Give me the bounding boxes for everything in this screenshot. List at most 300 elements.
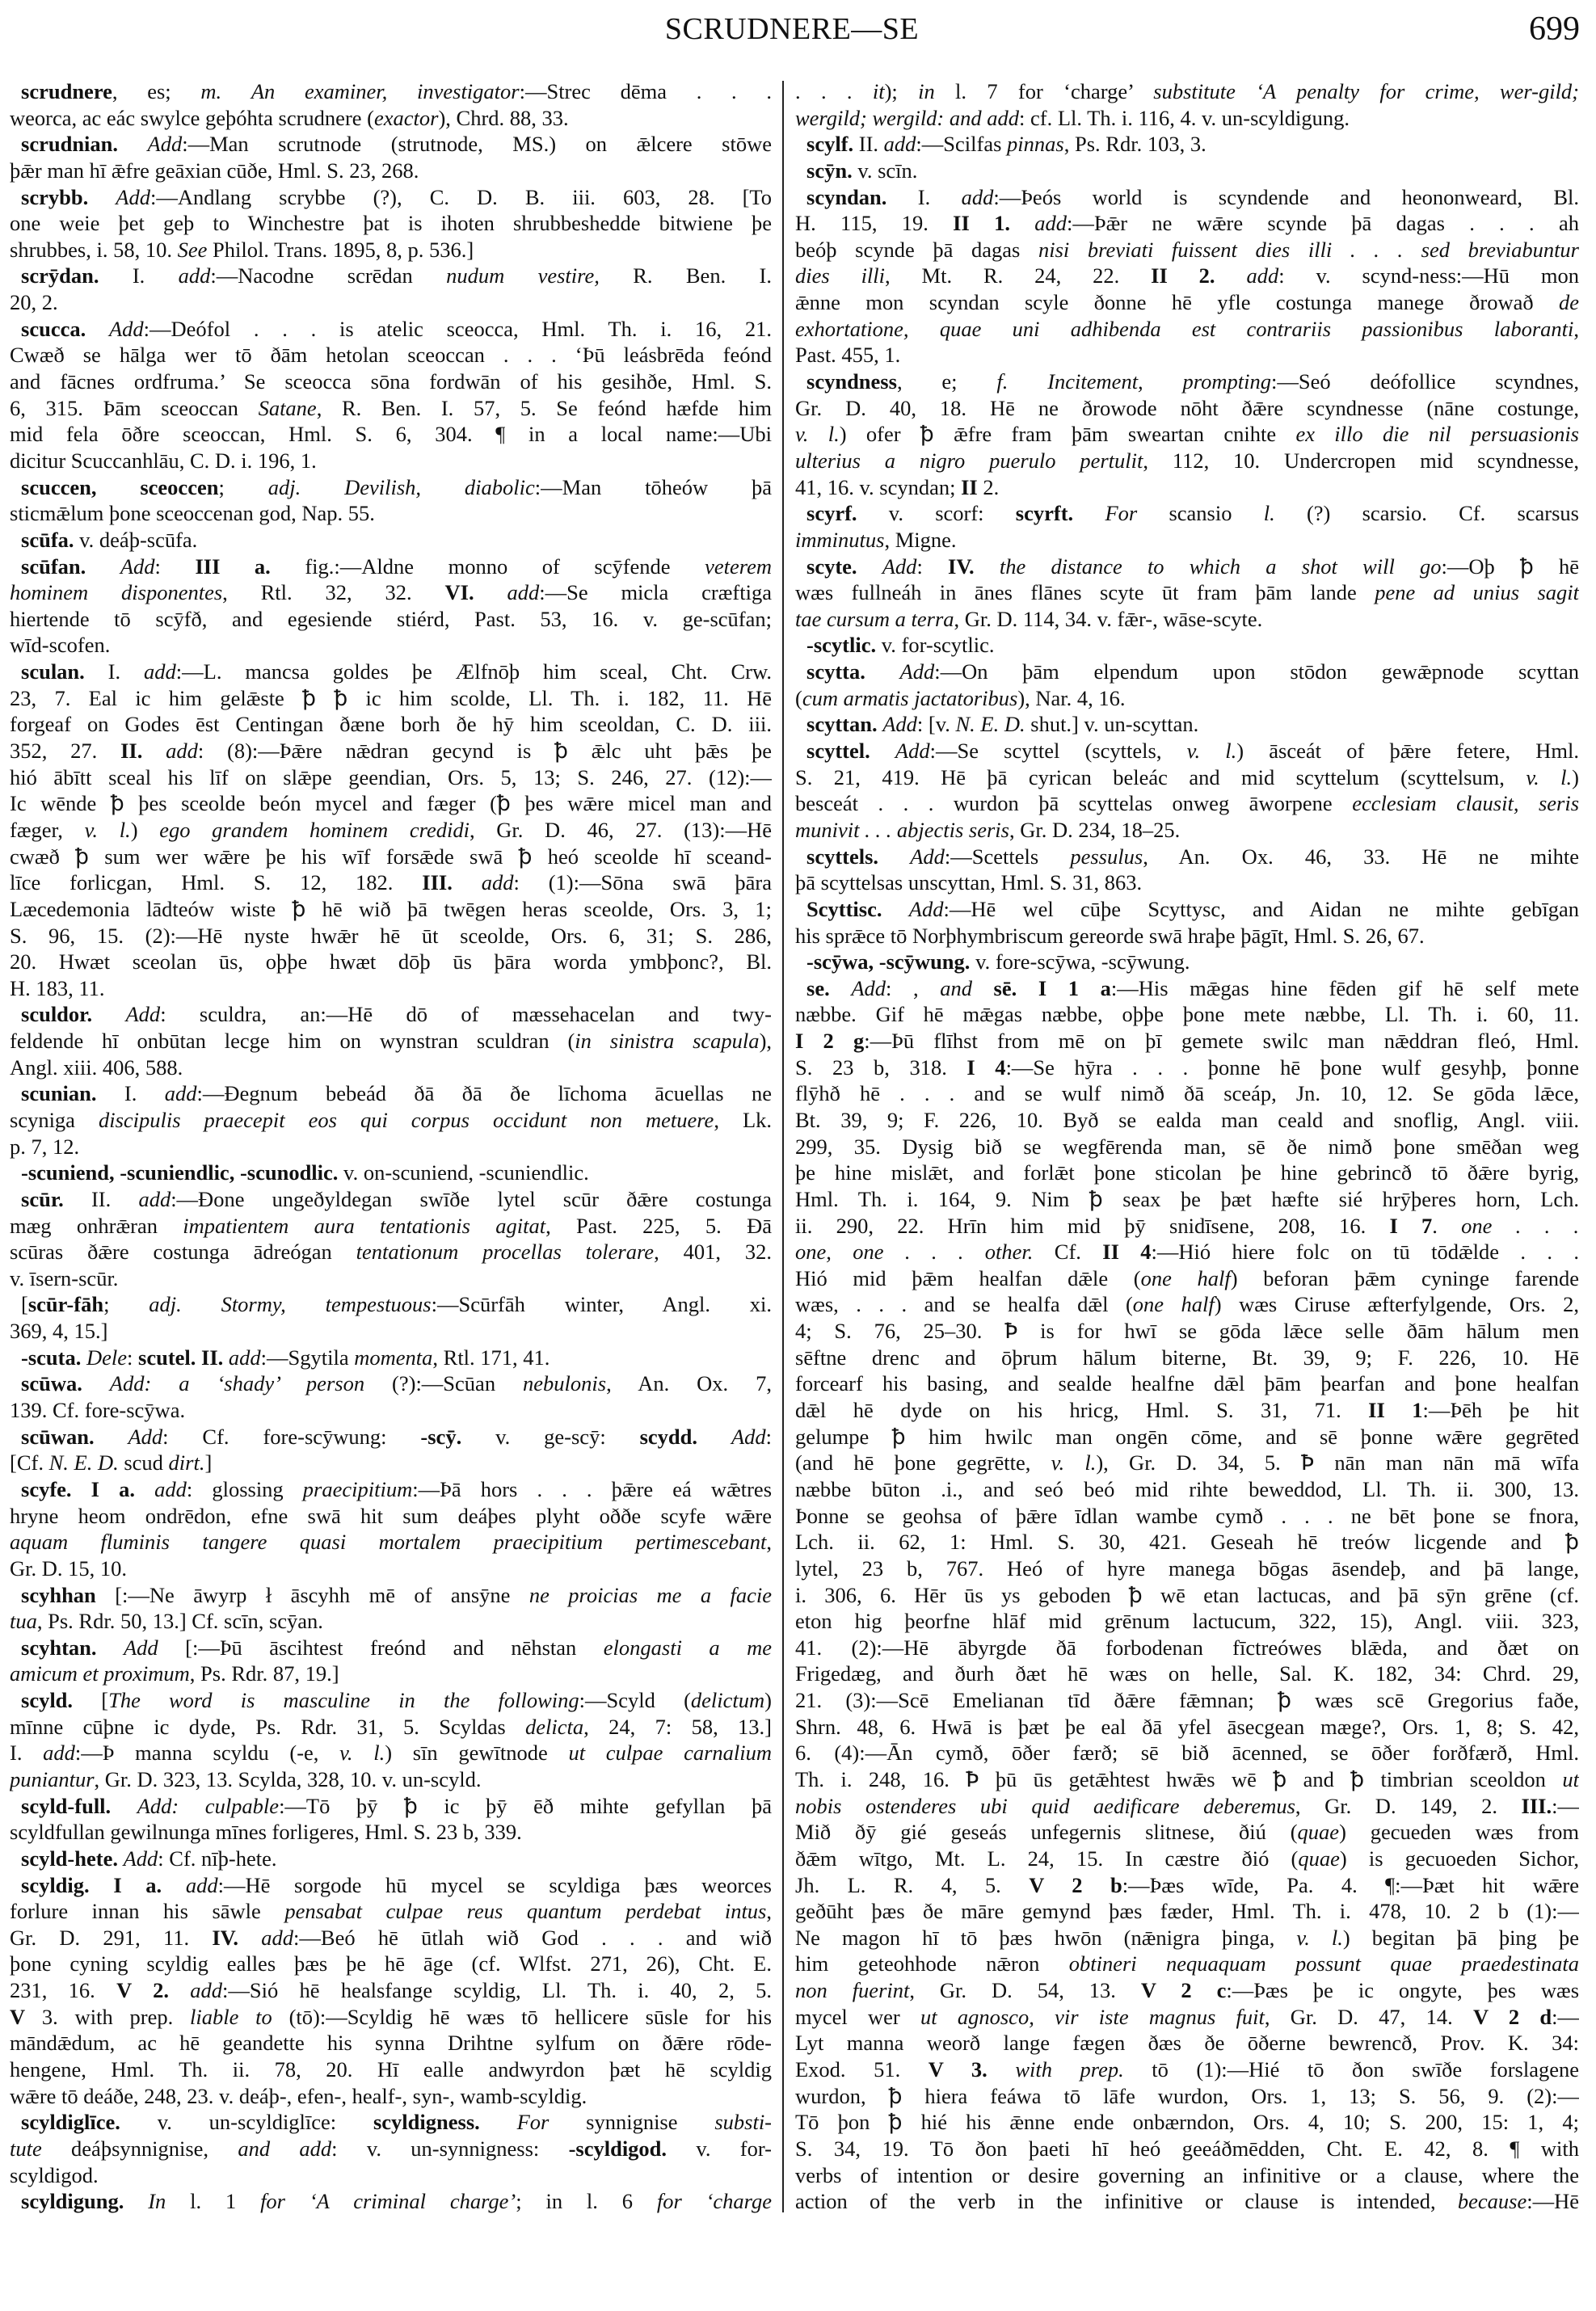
entry-text: him geteohhode nǣron — [795, 1951, 1069, 1976]
entry-text — [82, 1371, 110, 1395]
entry-italic-text: v. l. — [1296, 1925, 1343, 1950]
entry-text: S. 23 b, 318. — [795, 1054, 967, 1080]
entry-italic-text: Incitement, prompting — [1047, 369, 1271, 394]
entry-italic-text: add — [178, 263, 211, 288]
entry-text — [301, 475, 344, 499]
entry-text: þone cyning scyldig ealles þæs þe hē āge (cf. Wlfst. 271, 26), Cht. E. — [10, 1951, 772, 1976]
entry-bold-text: VI. — [444, 580, 474, 605]
entry-text: scyldfullan gewilnunga mīnes forligeres, Hml. S. 23 b, 339. — [10, 1820, 522, 1845]
entry-italic-text: one half — [1132, 1292, 1215, 1317]
entry-line — [10, 1898, 772, 1925]
entry-text — [169, 1978, 190, 2002]
dictionary-entry — [10, 1582, 772, 1635]
entry-text: 23, 7. Eal ic him gelǣste ꝥ ꝥ ic him scolde, Ll. Th. i. 182, 11. Hē — [10, 685, 772, 710]
entry-text: II. — [853, 132, 884, 157]
entry-text: . . . — [795, 79, 873, 103]
entry-text: :—Se micla cræftiga — [539, 580, 772, 605]
dictionary-entry — [795, 131, 1579, 158]
entry-text: wurdon, ꝥ hiera feáwa tō lāfe wurdon, Ors. 1, 13; S. 56, 9. (2):— — [795, 2083, 1579, 2108]
entry-line — [10, 1424, 772, 1450]
entry-text: : v. un-synnigness: — [331, 2136, 569, 2161]
entry-headword: scyldiglīce. — [21, 2110, 120, 2135]
entry-text: Gr. D. 15, 10. — [10, 1555, 128, 1581]
entry-text — [92, 1002, 125, 1026]
entry-italic-text: adj. — [267, 474, 301, 499]
entry-headword: -scytlic. — [806, 633, 877, 658]
entry-headword: scyld-full. — [21, 1793, 112, 1818]
entry-italic-text: amicum et proximum — [10, 1661, 190, 1686]
entry-italic-text: Add — [123, 1635, 158, 1660]
dictionary-entry — [10, 1424, 772, 1476]
entry-line — [795, 2136, 1579, 2162]
entry-text — [987, 2057, 1016, 2082]
entry-text: mycel wer — [795, 2004, 920, 2029]
entry-text — [1215, 263, 1247, 288]
entry-text: : sculdra, an:—Hē dō of mæssehacelan and twy- — [160, 1002, 772, 1027]
entry-text: I. — [99, 263, 179, 288]
entry-text — [972, 976, 994, 1000]
entry-text: , Rtl. 171, 41. — [432, 1345, 550, 1370]
entry-text: :—Hē sorgode hū mycel se scyldiga þæs weorces — [217, 1872, 772, 1897]
entry-line — [10, 2056, 772, 2083]
entry-bold-text: I a. — [91, 1476, 135, 1501]
entry-line — [795, 1740, 1579, 1766]
entry-line — [10, 237, 772, 263]
entry-text: ) — [764, 1688, 772, 1713]
entry-text: :—Man scrutnode (strutnode, MS.) on ǣlcere stōwe — [182, 132, 772, 157]
entry-line — [10, 1080, 772, 1107]
entry-text — [72, 1477, 91, 1501]
dictionary-entry — [795, 368, 1579, 500]
entry-text: Jh. L. R. 4, 5. — [795, 1872, 1030, 1897]
entry-text: Frigedæg, and ðurh ðæt hē wæs on helle, Sal. K. 182, 34: Chrd. 29, — [795, 1661, 1579, 1686]
entry-line — [795, 869, 1579, 896]
entry-headword: -scȳwa, -scȳwung. — [806, 949, 971, 974]
entry-text: þā scyttelsas unscyttan, Hml. S. 31, 863. — [795, 870, 1143, 895]
entry-italic-text: tae cursum a terra — [795, 606, 954, 631]
entry-text: , Mt. R. 24, 22. — [885, 263, 1152, 288]
entry-line — [795, 1951, 1579, 1977]
dictionary-entry — [10, 1186, 772, 1292]
entry-italic-text: add — [228, 1345, 261, 1370]
entry-line — [10, 1397, 772, 1424]
entry-italic-text: pensabat culpae reus quantum perdebat intus — [284, 1899, 767, 1924]
entry-text: , Past. 225, 5. Ðā — [545, 1213, 772, 1238]
entry-line — [10, 289, 772, 316]
entry-bold-text: I 7 — [1389, 1213, 1433, 1238]
entry-line — [10, 1714, 772, 1741]
entry-line — [10, 1555, 772, 1582]
entry-text: v. scīn. — [852, 158, 918, 183]
entry-line — [795, 554, 1579, 580]
entry-bold-text: V 3. — [928, 2057, 987, 2082]
entry-text: shut.] v. un-scyttan. — [1025, 712, 1199, 737]
entry-headword: scrybb. — [21, 184, 89, 209]
entry-italic-text: quae — [1297, 1820, 1340, 1845]
entry-headword: scyhhan — [21, 1582, 96, 1607]
entry-text: : — [765, 1424, 772, 1449]
entry-line — [10, 78, 772, 105]
entry-text — [857, 554, 882, 579]
entry-text: 139. Cf. fore-scȳwa. — [10, 1398, 186, 1423]
entry-line — [795, 78, 1579, 105]
entry-text: , Gr. D. 234, 18–25. — [1009, 817, 1181, 842]
entry-italic-text: add — [190, 1978, 223, 2003]
entry-text: ðǣm wītgo, Mt. L. 24, 15. In cæstre ðió ( — [795, 1846, 1299, 1871]
entry-italic-text: non fuerint — [795, 1978, 910, 2003]
entry-italic-text: Add — [128, 1424, 163, 1449]
entry-italic-text: v. l. — [1051, 1450, 1097, 1475]
entry-text: , — [766, 1530, 772, 1555]
entry-italic-text: For — [1105, 501, 1138, 526]
entry-text: Lyt manna weorð lange fægen ðæs ðe ōðerne bewrencð, Prov. K. 34: — [795, 2031, 1579, 2056]
entry-text — [81, 1345, 86, 1370]
entry-text: ) beforan þǣm cyninge farende — [1230, 1265, 1579, 1290]
entry-line — [10, 131, 772, 158]
entry-text: :—Þeós world is scyndende and heononweard, Bl. — [993, 184, 1579, 209]
entry-bold-text: II. — [120, 739, 143, 764]
entry-italic-text: Add — [895, 739, 930, 764]
entry-line — [10, 923, 772, 949]
entry-text: :—Deófol . . . is atelic sceocca, Hml. Th. i. 16, 21. — [143, 316, 772, 341]
entry-line — [10, 1160, 772, 1186]
entry-text: þe hine mislǣt, and forlǣt þone sticolan þe hine gebrincð tō ðǣre byrig, — [795, 1160, 1579, 1185]
entry-italic-text: dirt. — [168, 1450, 205, 1475]
entry-text: i. 306, 6. Hēr ūs ys geboden ꝥ wē etan lactucas, and þā sȳn grēne (cf. — [795, 1582, 1579, 1607]
entry-text — [223, 1345, 229, 1370]
entry-italic-text: nudum vestire, — [446, 263, 600, 288]
entry-italic-text: Add — [108, 316, 144, 341]
entry-italic-text: nisi breviati fuissent dies illi . . . sed breviabuntur — [1038, 237, 1579, 262]
entry-text: ), Nar. 4, 16. — [1017, 685, 1126, 710]
entry-line — [10, 158, 772, 184]
entry-text: one weie þet geþ to Winchestre þat is ihoten shrubbeshedde bitwiene þe — [10, 211, 772, 236]
entry-line — [10, 2004, 772, 2031]
entry-headword: scunian. — [21, 1081, 97, 1106]
entry-line — [10, 1819, 772, 1846]
entry-text: : [v. — [916, 712, 956, 737]
entry-bold-text: IV. — [212, 1925, 239, 1950]
dictionary-entry — [10, 1846, 772, 1872]
entry-text: v. for-scytlic. — [876, 633, 995, 658]
entry-line — [10, 975, 772, 1002]
dictionary-entry — [10, 263, 772, 315]
entry-text: v. ge-scȳ: — [461, 1424, 640, 1449]
entry-text: (and hē þone gegrētte, — [795, 1450, 1051, 1475]
entry-italic-text: Add — [125, 1002, 161, 1027]
entry-text: ), Chrd. 88, 33. — [438, 105, 569, 130]
entry-text: wǣre tō deáðe, 248, 23. v. deáþ-, efen-, healf-, syn-, wamb-scyldig. — [10, 2083, 587, 2108]
entry-bold-text: sē. — [993, 975, 1017, 1000]
entry-italic-text: hominem disponentes — [10, 580, 223, 605]
entry-headword: scyldigung. — [21, 2189, 124, 2214]
entry-text: v. scorf: — [857, 501, 1016, 526]
entry-line — [10, 659, 772, 685]
entry-italic-text: Add: culpable — [137, 1793, 280, 1818]
entry-headword: scyldig. — [21, 1872, 90, 1897]
entry-line — [10, 421, 772, 448]
entry-text: þǣr man hī ǣfre geāxian cūðe, Hml. S. 23, 268. — [10, 158, 419, 183]
entry-text: : , — [886, 975, 941, 1000]
entry-italic-text: impatientem aura tentationis agitat — [183, 1213, 546, 1238]
entry-bold-text: V 2 c — [1140, 1978, 1227, 2003]
entry-italic-text: and add — [238, 2136, 332, 2161]
entry-text: eton hig þeorfne hlāf mid grēnum lactucum, 322, 15), Angl. viii. 323, — [795, 1609, 1579, 1634]
entry-line — [795, 1028, 1579, 1054]
entry-text: 3. with prep. — [25, 2004, 191, 2029]
entry-text: :—Scettels — [944, 844, 1071, 869]
entry-bold-text: V — [10, 2004, 26, 2029]
entry-italic-text: adj. — [149, 1292, 182, 1317]
entry-text — [878, 844, 910, 869]
entry-line — [795, 105, 1579, 132]
entry-italic-text: nobis ostenderes ubi quid aedificare deberemus — [795, 1793, 1295, 1818]
entry-italic-text: add — [144, 659, 176, 684]
entry-line — [10, 1001, 772, 1028]
entry-text: forgeaf on Godes ēst Centingan ðæne borh ðe hȳ him sceoldan, C. D. iii. — [10, 712, 772, 737]
entry-text: :—Scūrfāh winter, Angl. xi. — [431, 1292, 772, 1317]
entry-text: (?):—Scūan — [364, 1371, 524, 1396]
entry-text: [:—Ne āwyrp ł āscyhh mē of ansȳne — [95, 1582, 529, 1607]
entry-line — [795, 1450, 1579, 1476]
entry-italic-text: because — [1457, 2189, 1527, 2214]
entry-italic-text: for ‘charge — [656, 2189, 772, 2214]
entry-text — [162, 1873, 186, 1897]
entry-line — [10, 632, 772, 659]
dictionary-entry — [10, 2188, 772, 2215]
entry-text: [Cf. — [10, 1450, 49, 1475]
entry-italic-text: Add — [882, 712, 917, 737]
dictionary-entry — [10, 1687, 772, 1793]
entry-text: v. deáþ-scūfa. — [74, 527, 198, 552]
entry-text: Ic wēnde ꝥ þes sceolde beón mycel and fæger (ꝥ þes wǣre micel man and — [10, 791, 772, 816]
entry-line — [795, 685, 1579, 712]
left-column — [10, 78, 772, 2215]
entry-text: his sprǣce tō Norþhymbriscum gereorde swā hraþe þāgīt, Hml. S. 26, 67. — [795, 923, 1425, 948]
entry-line — [795, 1846, 1579, 1872]
entry-line — [10, 1635, 772, 1661]
entry-text: H. 115, 19. — [795, 211, 954, 236]
entry-text: : — [127, 1345, 138, 1370]
entry-headword: scūr. — [21, 1186, 64, 1211]
entry-italic-text: de — [1558, 290, 1579, 315]
entry-bold-text: II 4 — [1102, 1240, 1152, 1265]
entry-line — [10, 1186, 772, 1213]
entry-text: v. un-scyldiglīce: — [120, 2110, 373, 2135]
entry-headword: scūwa. — [21, 1371, 82, 1396]
entry-text: mīnne cūþne ic dyde, Ps. Rdr. 31, 5. Scyldas — [10, 1714, 526, 1739]
entry-line — [10, 685, 772, 712]
entry-text: hió ābītt sceal his līf on slǣpe geendian, Ors. 5, 13; S. 246, 27. (12):— — [10, 764, 772, 789]
entry-line — [795, 316, 1579, 343]
entry-headword: scuccen, sceoccen — [21, 474, 219, 499]
entry-line — [795, 896, 1579, 923]
entry-text — [865, 659, 900, 684]
entry-line — [10, 869, 772, 896]
dictionary-entry — [10, 474, 772, 527]
entry-text: forlure innan his sāwle — [10, 1899, 285, 1924]
entry-text — [90, 1873, 114, 1897]
entry-italic-text: with prep. — [1015, 2057, 1124, 2082]
entry-text: ) wæs Ciruse æfterfylgende, Ors. 2, — [1214, 1292, 1579, 1317]
entry-text — [474, 580, 507, 604]
entry-text: :—Beó hē ūtlah wið God . . . and wið — [293, 1925, 772, 1950]
entry-italic-text: Dele — [86, 1345, 127, 1370]
entry-line — [795, 1661, 1579, 1687]
entry-text: , 401, 32. — [654, 1240, 772, 1265]
entry-line — [795, 1872, 1579, 1899]
entry-headword: scyhtan. — [21, 1635, 97, 1660]
entry-text: 4; S. 76, 25–30. Ꝥ is for hwī se gōda lǣce selle ðām hālum men — [795, 1319, 1579, 1344]
entry-bold-text: scydd. — [639, 1424, 698, 1449]
entry-text: : — [154, 554, 196, 579]
entry-italic-text: quae — [1298, 1846, 1340, 1871]
entry-text: : v. scynd-ness:—Hū mon — [1278, 263, 1579, 288]
entry-line — [10, 1582, 772, 1609]
entry-italic-text: for ‘A criminal charge’ — [260, 2189, 516, 2214]
entry-bold-text: scyrft. — [1015, 501, 1074, 526]
entry-text: :—Se scyttel (scyttels, — [929, 739, 1187, 764]
entry-line — [795, 1793, 1579, 1820]
entry-text: Bt. 39, 9; F. 226, 10. Byð se ealda man ceald and snoflig, Angl. viii. — [795, 1107, 1579, 1132]
entry-headword: sculan. — [21, 659, 85, 684]
entry-line — [795, 263, 1579, 289]
entry-line — [795, 1265, 1579, 1292]
entry-text — [1008, 369, 1047, 394]
entry-text — [118, 1846, 124, 1871]
entry-line — [795, 1766, 1579, 1793]
entry-italic-text: An examiner, investigator — [251, 79, 520, 103]
entry-italic-text: veterem — [705, 554, 772, 579]
entry-text: 6. (4):—Ān cymð, ōðer færð; sē bið ācenned, se ōðer forðfærð, Hml. — [795, 1741, 1579, 1766]
entry-text: 231, 16. — [10, 1978, 117, 2003]
entry-text: , Ps. Rdr. 87, 19.] — [189, 1661, 339, 1686]
entry-headword: scucca. — [21, 316, 86, 341]
entry-line — [795, 158, 1579, 184]
entry-bold-text: scyldigness. — [373, 2110, 480, 2135]
entry-text: : glossing — [186, 1476, 303, 1501]
entry-italic-text: pessulus — [1070, 844, 1143, 869]
entry-text: shrubbes, i. 58, 10. — [10, 237, 178, 262]
entry-text: :—Se hȳra . . . þonne hē þone wulf gesyhþ, þonne — [1005, 1054, 1579, 1080]
entry-italic-text: ut culpae carnalium — [568, 1741, 772, 1766]
entry-text — [111, 1794, 137, 1818]
entry-text: Þonne se geohsa of þǣre īdlan wambe cymð . . . ne bēt þone se fnora, — [795, 1503, 1579, 1528]
entry-line — [10, 606, 772, 633]
entry-text: :—His mǣgas hine fēden gif hē self mete — [1110, 975, 1579, 1000]
entry-text: , Gr. D. 54, 13. — [909, 1978, 1141, 2003]
entry-text: ), — [759, 1029, 772, 1054]
page-number: 699 — [1529, 11, 1580, 48]
entry-italic-text: tua — [10, 1609, 37, 1634]
entry-text: līce forlicgan, Hml. S. 12, 182. — [10, 870, 423, 895]
entry-italic-text: add — [43, 1741, 75, 1766]
entry-headword: scyfe. — [21, 1476, 72, 1501]
entry-italic-text: elongasti a me — [603, 1635, 772, 1660]
entry-text: ii. 290, 22. Hrīn him mid þȳ snidīsene, 208, 16. — [795, 1213, 1390, 1238]
entry-text: :—Sió hē healsfange scyldig, Ll. Th. i. 40, 2, 5. — [222, 1978, 772, 2003]
entry-italic-text: f. — [996, 369, 1009, 394]
entry-line — [10, 527, 772, 554]
entry-italic-text: wergild; wergild: and add — [795, 105, 1020, 130]
entry-text — [118, 132, 148, 156]
entry-text: ) — [130, 817, 160, 842]
entry-text: v. īsern-scūr. — [10, 1265, 119, 1290]
entry-text: , es; — [112, 79, 201, 103]
entry-text: :—Seó deófollice scyndnes, — [1270, 369, 1579, 394]
entry-text: hiertende tō scȳfð, and egesiende stiérd, Past. 53, 16. v. ge-scūfan; — [10, 606, 772, 631]
entry-italic-text: For — [516, 2110, 550, 2135]
entry-text — [182, 1292, 221, 1316]
entry-line — [795, 1291, 1579, 1318]
dictionary-entry — [795, 738, 1579, 844]
entry-bold-text: I a. — [113, 1872, 162, 1897]
entry-line — [10, 711, 772, 738]
entry-text — [95, 1425, 128, 1449]
entry-line — [10, 1740, 772, 1766]
entry-text: v. fore-scȳwa, -scȳwung. — [970, 949, 1190, 974]
entry-line — [10, 1766, 772, 1793]
entry-text — [480, 2110, 517, 2134]
entry-line — [795, 764, 1579, 791]
entry-line — [795, 1582, 1579, 1609]
entry-italic-text: Add — [899, 659, 935, 684]
entry-line — [795, 606, 1579, 633]
entry-text: and fācnes ordfruma.’ Se sceocca sōna fordwān of his gesihðe, Hml. S. — [10, 369, 772, 394]
entry-headword: Scyttisc. — [806, 896, 882, 921]
entry-italic-text: v. l. — [84, 817, 131, 842]
entry-bold-text: I 1 a — [1038, 975, 1111, 1000]
entry-text: fig.:—Aldne monno of scȳfende — [270, 554, 705, 579]
entry-italic-text: one, one . . . other. — [795, 1240, 1034, 1265]
entry-italic-text: tentationum procellas tolerare — [356, 1240, 655, 1265]
entry-italic-text: cum armatis jactatoribus — [802, 685, 1018, 710]
dictionary-entry — [10, 1080, 772, 1160]
entry-text: , Lk. — [714, 1107, 772, 1132]
entry-line — [795, 1503, 1579, 1530]
entry-line — [795, 2004, 1579, 2031]
entry-line — [795, 1186, 1579, 1213]
entry-line — [795, 1977, 1579, 2004]
entry-text: :—Oþ ꝥ hē — [1441, 554, 1579, 579]
entry-text: :—Sgytila — [260, 1345, 355, 1370]
entry-text: , An. Ox. 46, 33. Hē ne mihte — [1143, 844, 1579, 869]
entry-line — [10, 210, 772, 237]
entry-text: :—Þēh þe hit — [1422, 1398, 1579, 1423]
entry-text: hryne heom ondrēdon, efne swā hit sum deáþes plyht oððe scyfe wǣre — [10, 1503, 772, 1528]
entry-italic-text: ecclesiam clausit, seris — [1352, 791, 1579, 816]
entry-italic-text: nebulonis — [523, 1371, 607, 1396]
entry-text: , — [766, 1899, 772, 1924]
entry-italic-text: The word is masculine in the following — [108, 1688, 579, 1713]
entry-bold-text: III. — [1521, 1793, 1552, 1818]
entry-italic-text: Stormy, tempestuous — [221, 1292, 432, 1317]
entry-text — [870, 739, 895, 763]
entry-text: sēftne drenc and ōþrum hālum biterne, Bt. 39, 9; F. 226, 10. Hē — [795, 1345, 1579, 1370]
entry-text: 369, 4, 15.] — [10, 1319, 108, 1344]
entry-text: I. — [10, 1741, 44, 1766]
entry-text: beóþ scynde þā dagas — [795, 237, 1038, 262]
entry-text: ) gecueden wæs from — [1339, 1820, 1579, 1845]
entry-italic-text: add — [883, 132, 916, 157]
entry-text: dicitur Scuccanhlāu, C. D. i. 196, 1. — [10, 448, 317, 473]
entry-line — [10, 1977, 772, 2004]
entry-text: : — [916, 554, 948, 579]
dictionary-entry — [795, 632, 1579, 659]
entry-line — [10, 1529, 772, 1555]
entry-text — [453, 870, 482, 895]
entry-text: 20, 2. — [10, 290, 58, 315]
